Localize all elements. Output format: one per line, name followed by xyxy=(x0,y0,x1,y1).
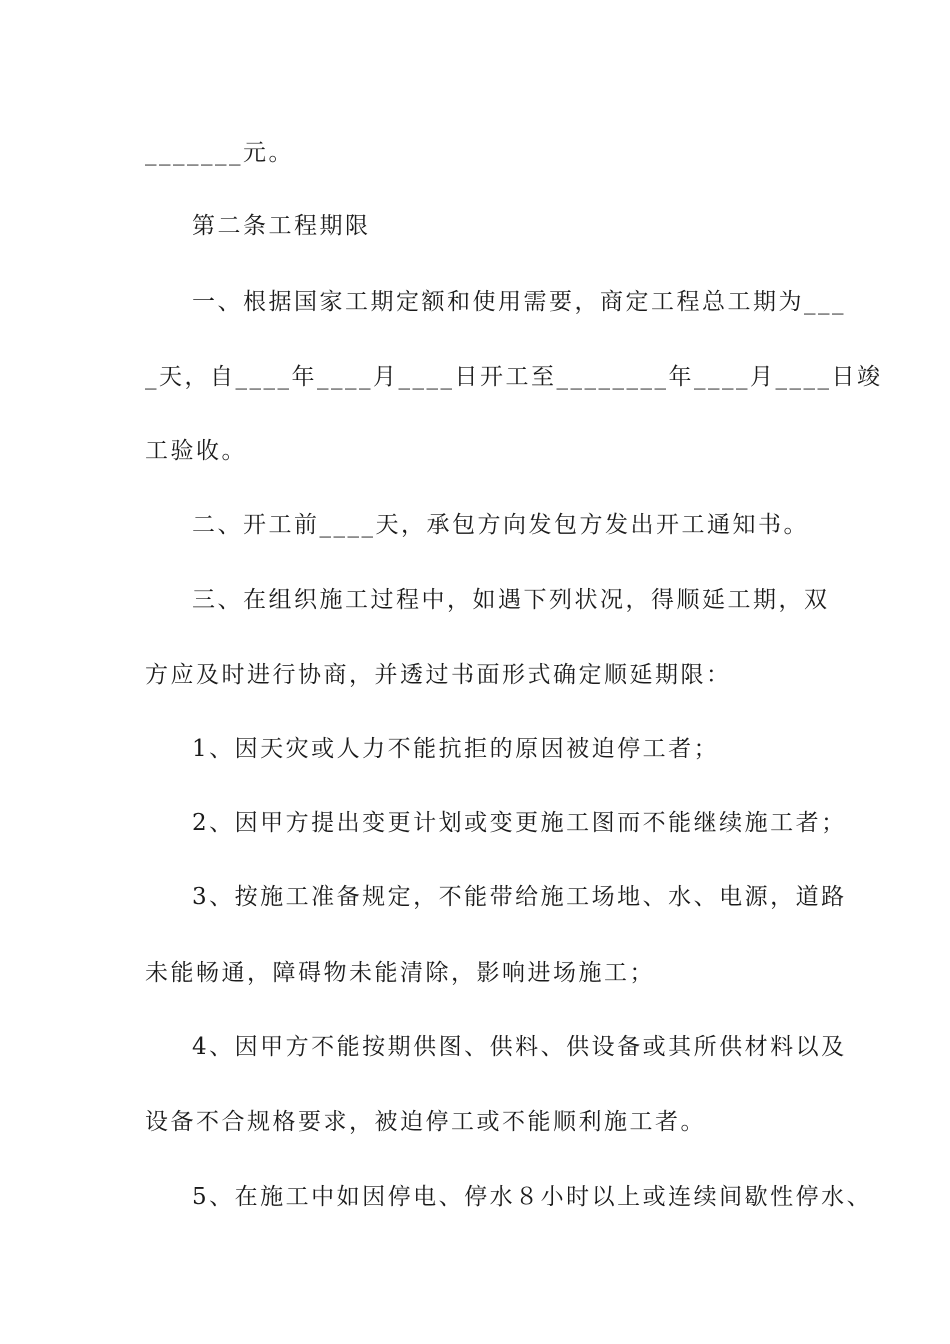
list-item-3: 3、按施工准备规定，不能带给施工场地、水、电源，道路 xyxy=(192,884,847,910)
text-line-6: 二、开工前____天，承包方向发包方发出开工通知书。 xyxy=(192,512,809,538)
list-item-2: 2、因甲方提出变更计划或变更施工图而不能继续施工者； xyxy=(192,810,847,836)
list-item-1: 1、因天灾或人力不能抗拒的原因被迫停工者； xyxy=(192,736,720,762)
text-line-4: _天，自____年____月____日开工至________年____月____日竣 xyxy=(145,364,883,390)
text-line-3: 一、根据国家工期定额和使用需要，商定工程总工期为___ xyxy=(192,289,846,315)
list-item-4: 4、因甲方不能按期供图、供料、供设备或其所供材料以及 xyxy=(192,1034,847,1060)
text-line-8: 方应及时进行协商，并透过书面形式确定顺延期限： xyxy=(145,662,732,688)
article-heading: 第二条工程期限 xyxy=(192,213,371,239)
text-line-1: _______元。 xyxy=(145,140,294,166)
text-line-5: 工验收。 xyxy=(145,438,247,464)
text-line-7: 三、在组织施工过程中，如遇下列状况，得顺延工期，双 xyxy=(192,587,830,613)
list-item-3-cont: 未能畅通，障碍物未能清除，影响进场施工； xyxy=(145,960,655,986)
list-item-4-cont: 设备不合规格要求，被迫停工或不能顺利施工者。 xyxy=(145,1109,706,1135)
list-item-5: 5、在施工中如因停电、停水８小时以上或连续间歇性停水、 xyxy=(192,1184,873,1210)
